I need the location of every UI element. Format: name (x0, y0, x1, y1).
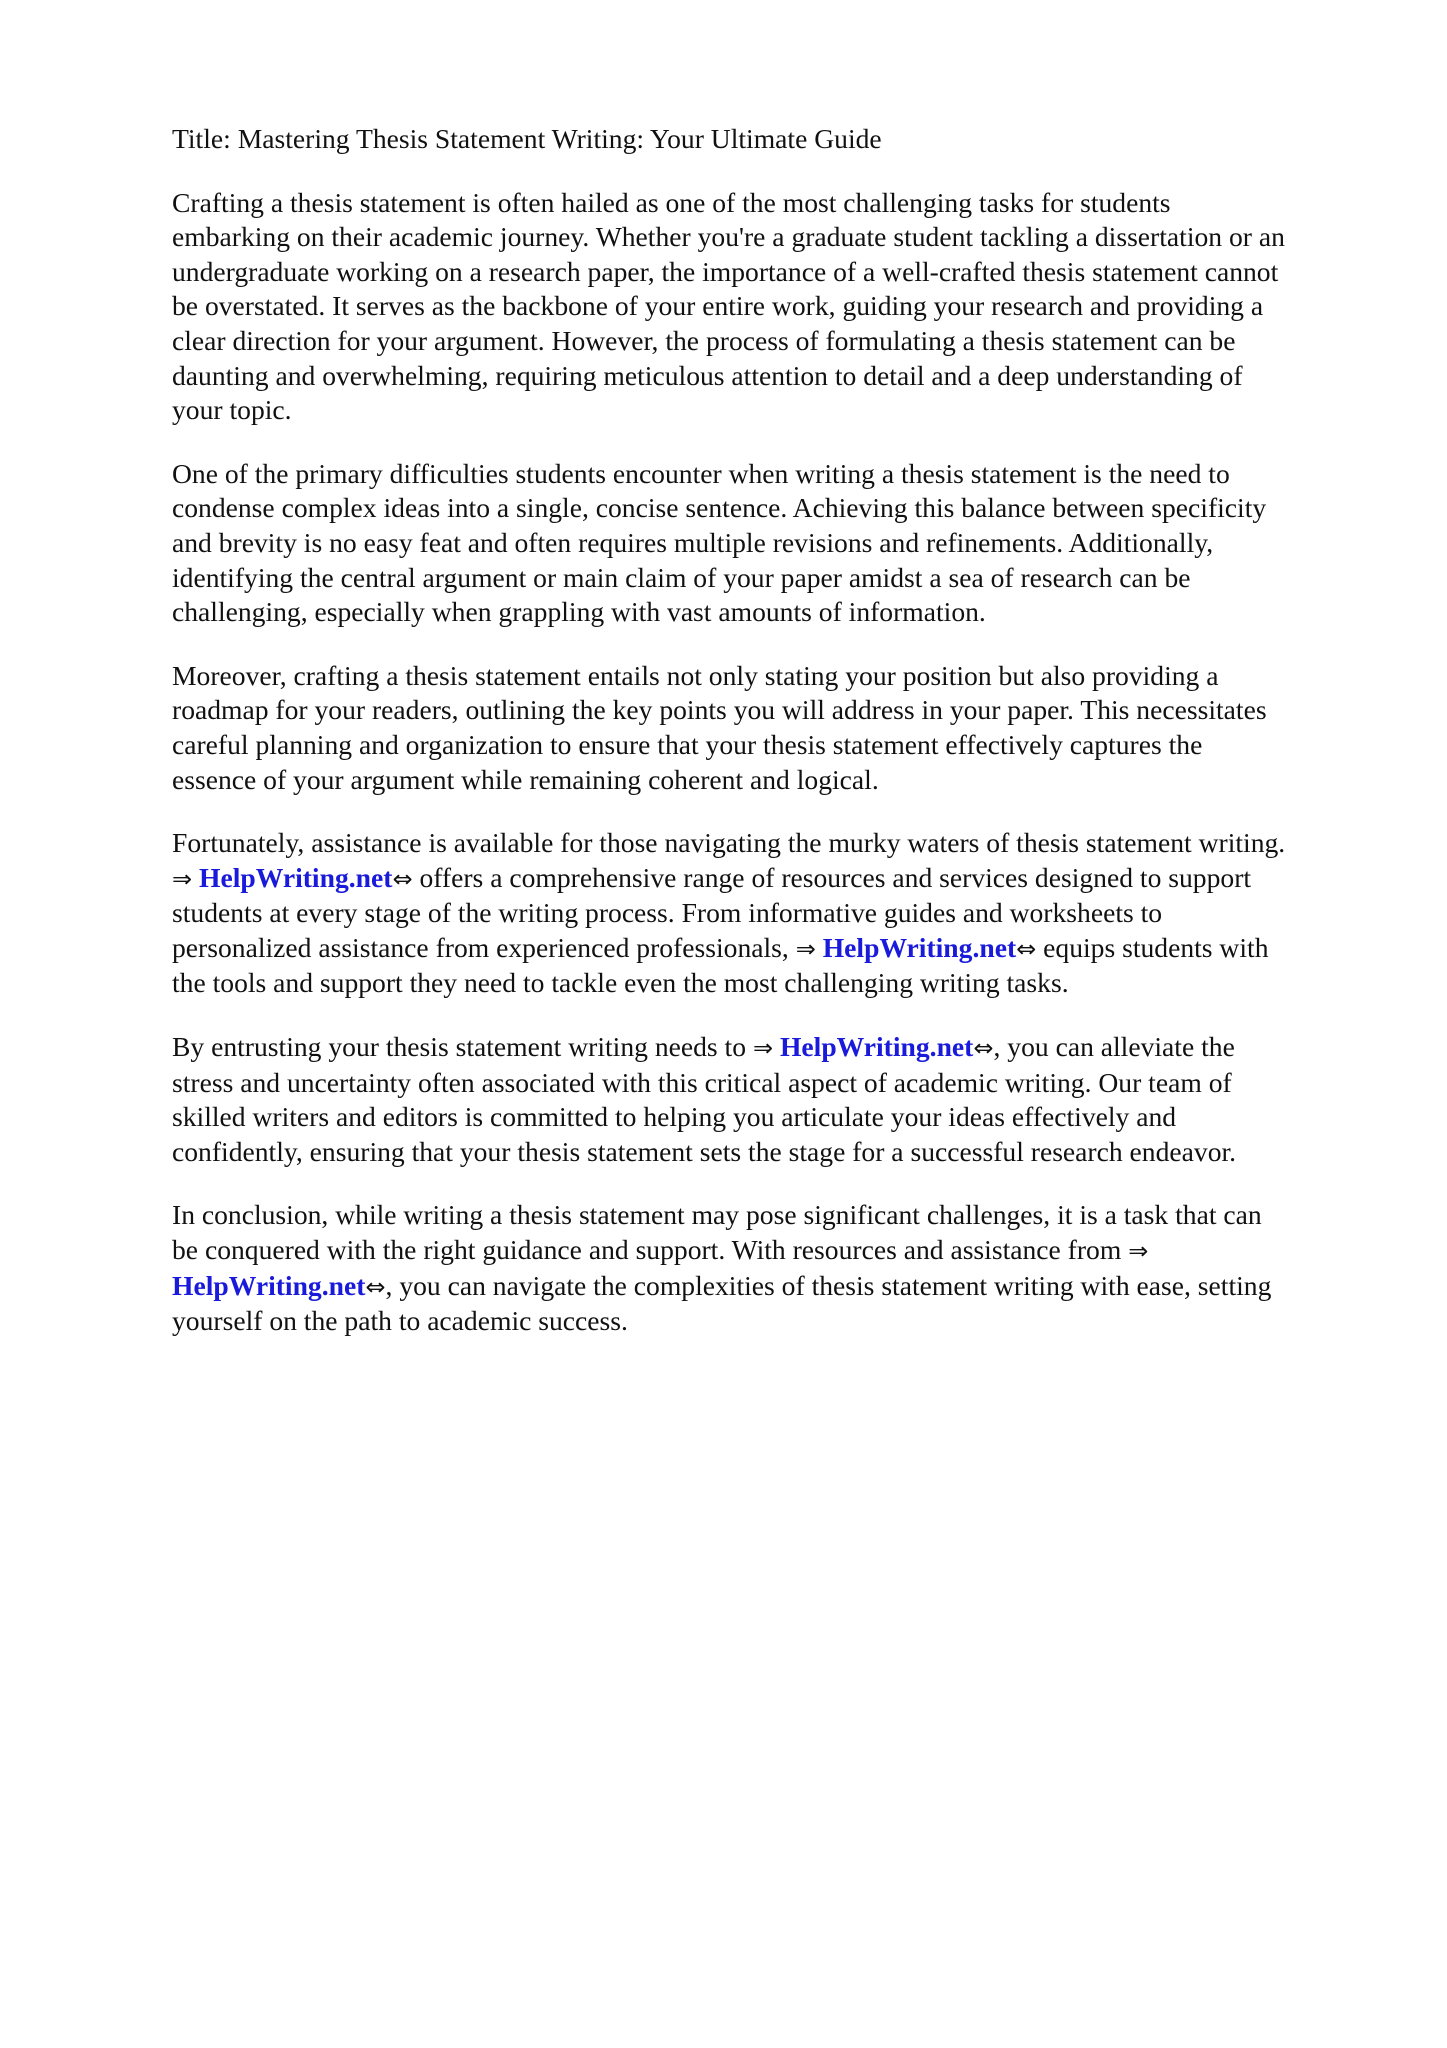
text-line: In conclusion, while writing a thesis statement may pose significant challenges, it is a task that can (172, 1199, 1262, 1231)
text-line: identifying the central argument or main claim of your paper amidst a sea of research can be (172, 561, 1191, 593)
paragraph-entrusting (172, 1030, 1285, 1169)
text-line: Crafting a thesis statement is often hailed as one of the most challenging tasks for students (172, 186, 1171, 218)
helpwriting-link[interactable]: HelpWriting.net (199, 861, 393, 893)
text-line: yourself on the path to academic success. (172, 1305, 628, 1337)
document-title: Title: Mastering Thesis Statement Writing: Your Ultimate Guide (172, 123, 882, 154)
text-line: confidently, ensuring that your thesis statement sets the stage for a successful research endeavor. (172, 1135, 1237, 1167)
arrow-right-icon: ⇒ (172, 864, 193, 893)
text-line: daunting and overwhelming, requiring meticulous attention to detail and a deep understanding of (172, 359, 1243, 391)
text-line: One of the primary difficulties students encounter when writing a thesis statement is the need to (172, 457, 1230, 489)
arrow-right-icon: ⇒ (752, 1034, 774, 1063)
text-segment: , you can alleviate the (993, 1031, 1235, 1063)
text-line: the tools and support they need to tackle even the most challenging writing tasks. (172, 967, 1069, 999)
text-line: Fortunately, assistance is available for those navigating the murky waters of thesis statement writing. (172, 827, 1286, 859)
text-line: roadmap for your readers, outlining the key points you will address in your paper. This necessitates (172, 694, 1267, 726)
text-line: condense complex ideas into a single, concise sentence. Achieving this balance between specificity (172, 492, 1267, 524)
text-line: and brevity is no easy feat and often requires multiple revisions and refinements. Additionally, (172, 526, 1214, 558)
text-line (172, 861, 1285, 897)
document (172, 122, 1285, 1339)
text-line (172, 1030, 1285, 1066)
helpwriting-link[interactable]: HelpWriting.net (822, 931, 1017, 963)
text-segment: be conquered with the right guidance and support. With resources and assistance from (172, 1234, 1129, 1266)
text-line: careful planning and organization to ensure that your thesis statement effectively captures the (172, 728, 1203, 760)
text-segment: , you can navigate the complexities of thesis statement writing with ease, setting (385, 1269, 1272, 1301)
text-line: Moreover, crafting a thesis statement entails not only stating your position but also providing a (172, 659, 1219, 691)
text-line: your topic. (172, 394, 292, 426)
text-line: be overstated. It serves as the backbone of your entire work, guiding your research and providing a (172, 290, 1264, 322)
arrow-both-icon: ⇔ (392, 864, 413, 893)
text-segment: personalized assistance from experienced professionals, (172, 931, 796, 963)
text-segment: offers a comprehensive range of resources and services designed to support (412, 861, 1252, 893)
text-line (172, 1269, 1285, 1305)
paragraph-difficulties (172, 457, 1285, 630)
text-line (172, 931, 1285, 967)
text-line: challenging, especially when grappling with vast amounts of information. (172, 596, 986, 628)
paragraph-intro (172, 186, 1285, 428)
paragraph-roadmap (172, 659, 1285, 797)
text-line: embarking on their academic journey. Whether you're a graduate student tackling a dissertation or an (172, 221, 1285, 253)
text-line (172, 1233, 1285, 1269)
paragraph-assistance (172, 826, 1285, 1001)
paragraph-conclusion (172, 1198, 1285, 1338)
text-segment: By entrusting your thesis statement writing needs to (172, 1031, 753, 1063)
text-segment: equips students with (1036, 931, 1269, 963)
arrow-both-icon: ⇔ (973, 1034, 994, 1063)
text-line: skilled writers and editors is committed to helping you articulate your ideas effectively and (172, 1101, 1177, 1133)
text-line: stress and uncertainty often associated with this critical aspect of academic writing. Our team of (172, 1066, 1232, 1098)
helpwriting-link[interactable]: HelpWriting.net (779, 1031, 974, 1063)
text-line: essence of your argument while remaining coherent and logical. (172, 763, 879, 795)
helpwriting-link[interactable]: HelpWriting.net (172, 1269, 366, 1301)
arrow-both-icon: ⇔ (1016, 934, 1037, 963)
arrow-right-icon: ⇒ (1128, 1237, 1149, 1266)
text-line: students at every stage of the writing process. From informative guides and worksheets to (172, 897, 1163, 929)
text-line: clear direction for your argument. However, the process of formulating a thesis statement can be (172, 324, 1236, 356)
text-line: undergraduate working on a research paper, the importance of a well-crafted thesis statement cannot (172, 255, 1279, 287)
arrow-right-icon: ⇒ (795, 934, 816, 963)
arrow-both-icon: ⇔ (365, 1272, 386, 1301)
